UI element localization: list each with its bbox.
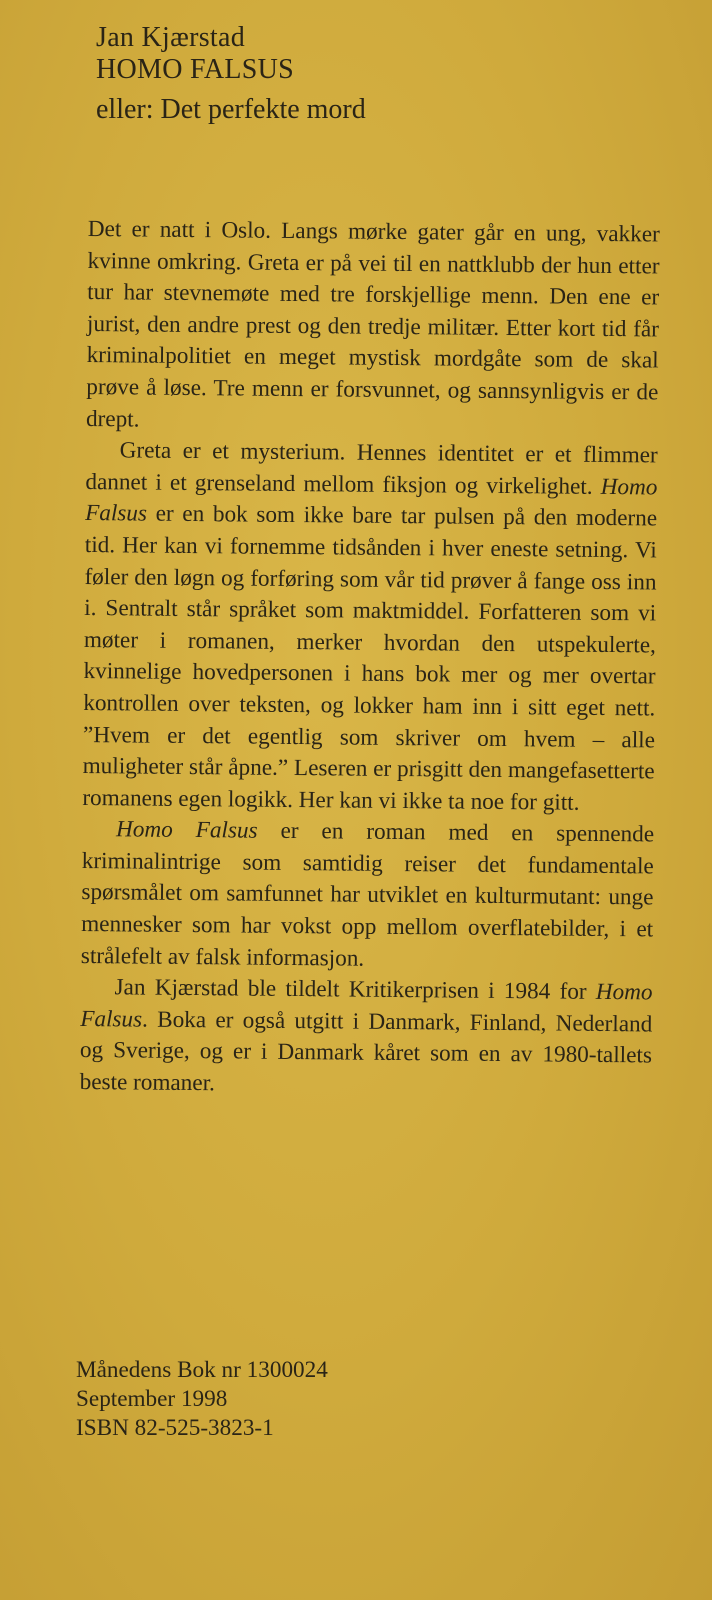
blurb-paragraph-2-title: Homo Falsus — [85, 473, 658, 527]
author-name: Jan Kjærstad — [96, 22, 246, 53]
blurb-paragraph-3-text: er en roman med en spennende kriminalintrige som samtidig reiser det fundamentale spørsmålet om samfunnet har utviklet en kulturmutant: unge mennesker som har vokst opp mellom overflatebilder, i et strålefelt av falsk informasjon. — [80, 817, 655, 972]
book-subtitle: eller: Det perfekte mord — [96, 94, 366, 125]
blurb-paragraph-4-text-b: . Boka er også utgitt i Danmark, Finland, Nederland og Sverige, og er i Danmark kåret som en av 1980-tallets beste romaner. — [79, 1006, 653, 1097]
book-title: HOMO FALSUS — [96, 54, 295, 85]
blurb-paragraph-4 — [80, 972, 653, 1104]
isbn: ISBN 82-525-3823-1 — [76, 1415, 274, 1441]
blurb-paragraph-4-text-a: Jan Kjærstad ble tildelt Kritikerprisen i 1984 for — [114, 974, 596, 1006]
blurb-text — [80, 214, 660, 1104]
blurb-paragraph-3 — [81, 814, 654, 977]
blurb-paragraph-1: Det er natt i Oslo. Langs mørke gater går en ung, vakker kvinne omkring. Greta er på vei til en nattklubb der hun etter tur har stevnemøte med tre forskjellige menn. Den ene er jurist, den andre prest og den tredje militær. Etter kort tid får kriminalpolitiet en meget mystisk mordgåte som de skal prøve å løse. Tre menn er forsvunnet, og sannsynligvis er de drept. — [85, 215, 660, 433]
publication-info — [76, 1356, 328, 1443]
blurb-paragraph-4-title: Homo Falsus — [80, 979, 653, 1033]
cover-header — [96, 22, 366, 126]
blurb-paragraph-2-text-b: er en bok som ikke bare tar pulsen på den moderne tid. Her kan vi fornemme tidsånden i hver eneste setning. Vi føler den løgn og forføring som vår tid prøver å fange oss inn i. Sentralt står språket som maktmiddel. Forfatteren som vi møter i romanen, merker hvordan den utspekulerte, kvinnelige hovedpersonen i hans bok mer og mer overtar kontrollen over teksten, og lokker ham inn i sitt eget nett. ”Hvem er det egentlig som skriver om hvem – alle muligheter står åpne.” Leseren er prisgitt den mangefasetterte romanens egen logikk. Her kan vi ikke ta noe for gitt. — [82, 500, 658, 816]
blurb-paragraph-2-text-a: Greta er et mysterium. Hennes identitet er et flimmer dannet i et grenseland mellom fiksjon og virkelighet. — [85, 437, 658, 500]
blurb-paragraph-2 — [82, 435, 658, 820]
book-club-number: Månedens Bok nr 1300024 — [76, 1357, 328, 1383]
publication-date: September 1998 — [76, 1386, 228, 1412]
blurb-paragraph-3-title: Homo Falsus — [115, 816, 258, 844]
